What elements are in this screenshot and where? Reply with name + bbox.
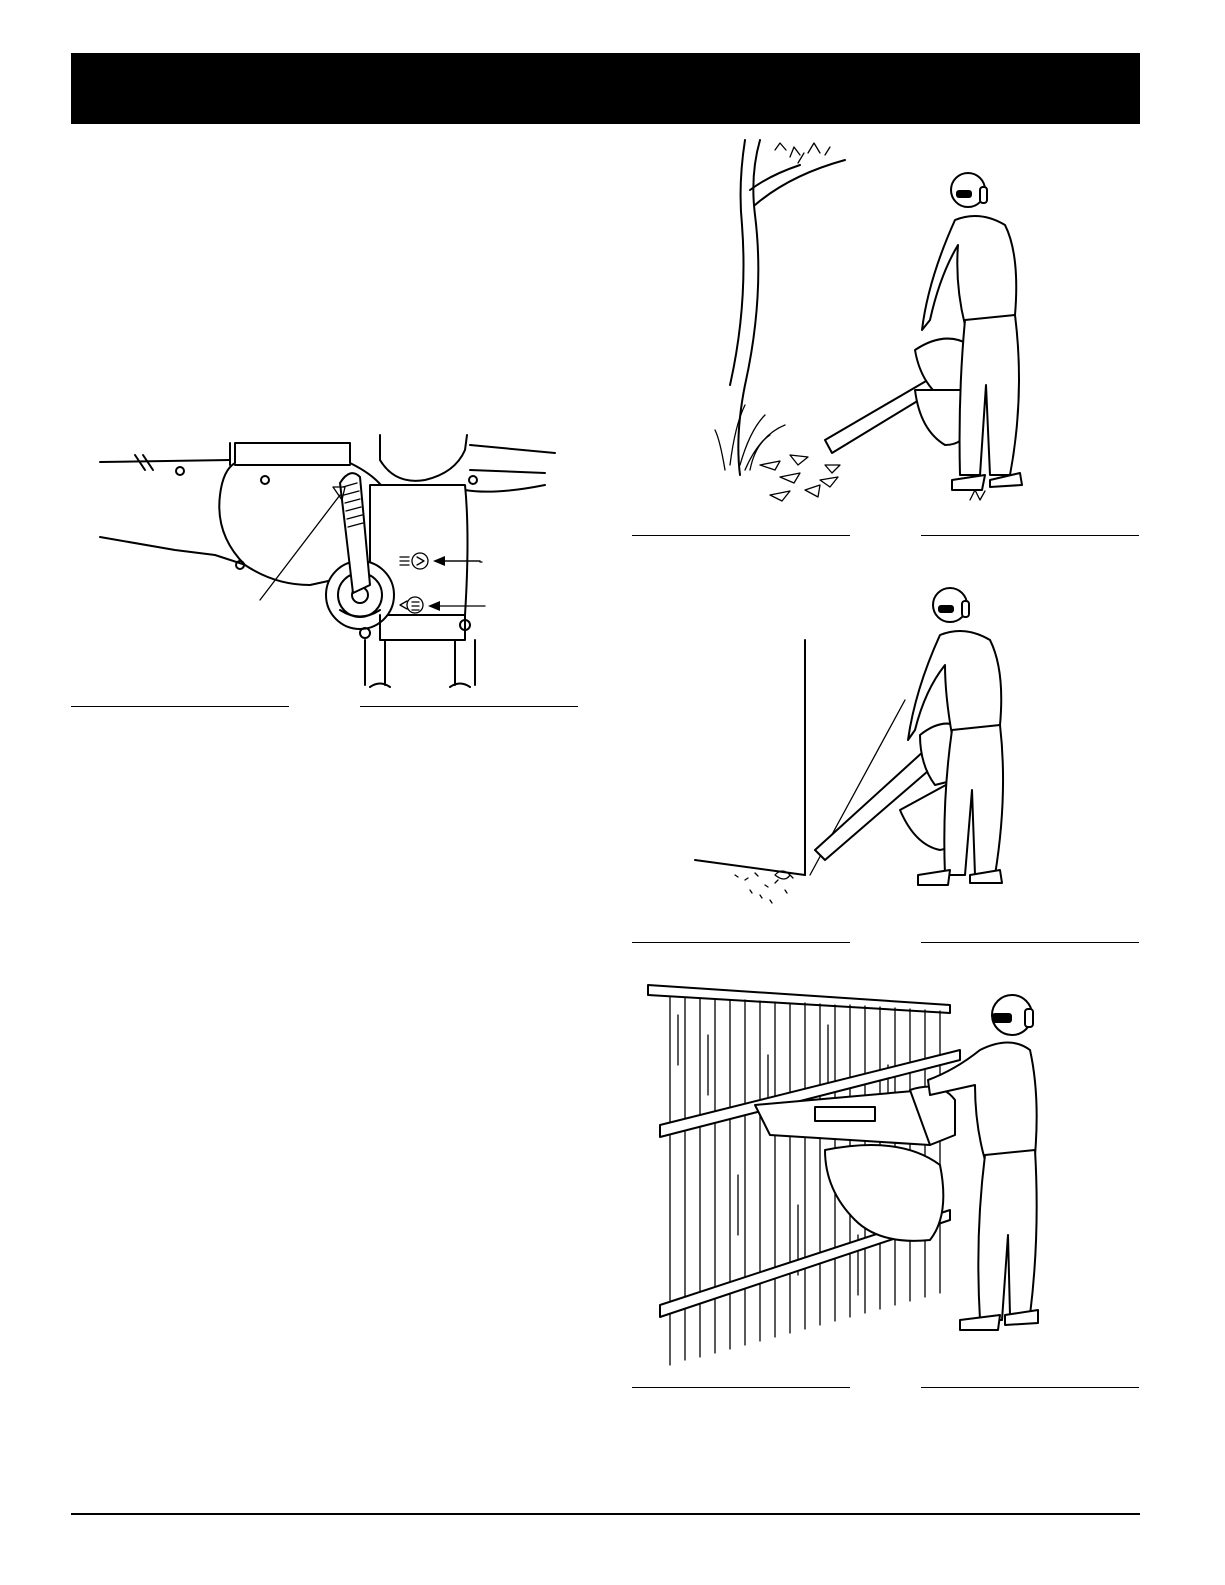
yard-tree-figure: [690, 135, 1090, 525]
fence-row-figure: [640, 975, 1060, 1375]
selector-caption-rule-left: [71, 706, 289, 707]
wall-corner-caption-rule-right: [921, 942, 1139, 943]
fence-row-caption-rule-left: [632, 1387, 850, 1388]
selector-caption-rule-right: [360, 706, 578, 707]
selector-lever-figure: [95, 425, 580, 695]
fence-row-drawing: [640, 975, 1060, 1375]
wall-corner-caption-rule-left: [632, 942, 850, 943]
fence-row-caption-rule-right: [921, 1387, 1139, 1388]
wall-corner-drawing: [690, 575, 1090, 925]
section-header-bar: [71, 53, 1140, 124]
yard-tree-drawing: [690, 135, 1090, 525]
footer-rule: [71, 1513, 1140, 1515]
wall-corner-figure: [690, 575, 1090, 925]
yard-tree-caption-rule-left: [632, 535, 850, 536]
selector-lever-drawing: [95, 425, 580, 695]
yard-tree-caption-rule-right: [921, 535, 1139, 536]
